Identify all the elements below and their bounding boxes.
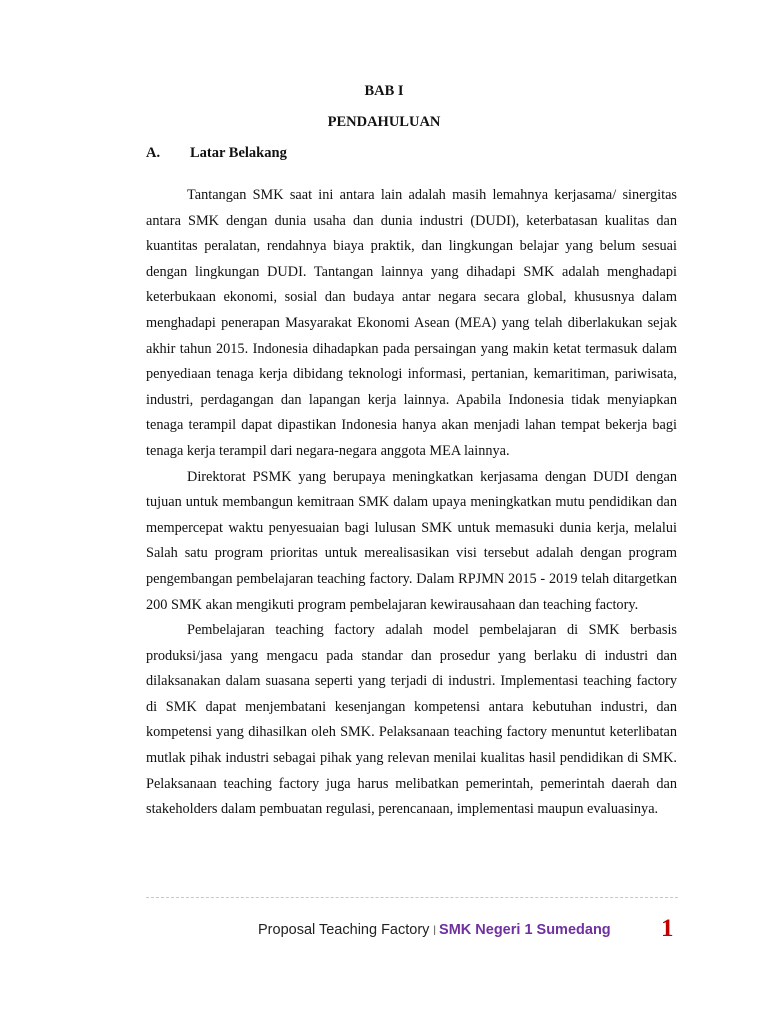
paragraph-1: Tantangan SMK saat ini antara lain adalah masih lemahnya kerjasama/ sinergitas antara SMK dengan dunia usaha dan dunia industri (DUDI), keterbatasan kualitas dan kuantitas peralatan, rendahnya biaya praktik, dan lingkungan belajar yang belum sesuai dengan lingkungan DUDI. Tantangan lainnya yang dihadapi SMK adalah menghadapi keterbukaan ekonomi, sosial dan budaya antar negara secara global, khususnya dalam menghadapi penerapan Masyarakat Ekonomi Asean (MEA) yang telah diberlakukan sejak akhir tahun 2015. Indonesia dihadapkan pada persaingan yang makin ketat termasuk dalam penyediaan tenaga kerja dibidang teknologi informasi, pertanian, kemaritiman, pariwisata, industri, perdagangan dan lapangan kerja lainnya. Apabila Indonesia tidak menyiapkan tenaga terampil dapat dipastikan Indonesia hanya akan menjadi lahan tempat bekerja bagi tenaga kerja terampil dari negara-negara anggota MEA lainnya.: [146, 187, 677, 459]
page-number: 1: [661, 915, 674, 942]
footer-school-name: SMK Negeri 1 Sumedang: [439, 922, 611, 938]
chapter-title: PENDAHULUAN: [327, 114, 441, 130]
footer-doc-title: Proposal Teaching Factory: [258, 922, 430, 938]
body-text: [146, 183, 677, 823]
section-title: Latar Belakang: [190, 145, 287, 161]
page-footer: [258, 922, 611, 938]
section-heading: [146, 145, 287, 162]
chapter-number: BAB I: [364, 83, 404, 99]
footer-divider: [146, 897, 678, 898]
paragraph-2: Direktorat PSMK yang berupaya meningkatkan kerjasama dengan DUDI dengan tujuan untuk membangun kemitraan SMK dalam upaya meningkatkan mutu pendidikan dan mempercepat waktu penyesuaian bagi lulusan SMK untuk memasuki dunia kerja, melalui Salah satu program prioritas untuk merealisasikan visi tersebut adalah dengan program pengembangan pembelajaran teaching factory. Dalam RPJMN 2015 - 2019 telah ditargetkan 200 SMK akan mengikuti program pembelajaran kewirausahaan dan teaching factory.: [146, 468, 677, 613]
section-number: A.: [146, 145, 161, 161]
footer-separator: |: [433, 925, 437, 936]
paragraph-3: Pembelajaran teaching factory adalah model pembelajaran di SMK berbasis produksi/jasa yang mengacu pada standar dan prosedur yang berlaku di industri dan dilaksanakan dalam suasana seperti yang terjadi di industri. Implementasi teaching factory di SMK dapat menjembatani kesenjangan kompetensi antara kebutuhan industri, dan kompetensi yang dihasilkan oleh SMK. Pelaksanaan teaching factory menuntut keterlibatan mutlak pihak industri sebagai pihak yang relevan menilai kualitas hasil pendidikan di SMK. Pelaksanaan teaching factory juga harus melibatkan pemerintah, pemerintah daerah dan stakeholders dalam pembuatan regulasi, perencanaan, implementasi maupun evaluasinya.: [146, 622, 677, 818]
